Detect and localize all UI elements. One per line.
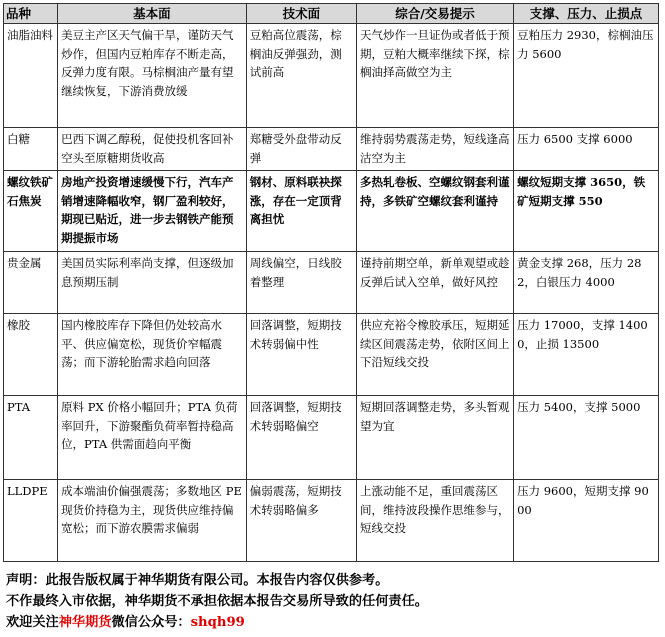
cell-technical: 回落调整，短期技术转弱略偏空 xyxy=(246,396,356,480)
cell-technical: 偏弱震荡，短期技术转弱略偏多 xyxy=(246,480,356,562)
cell-summary: 多热轧卷板、空螺纹钢套利谨持，多铁矿空螺纹套利谨持 xyxy=(356,171,513,252)
cell-variety: 油脂油料 xyxy=(4,24,58,128)
table-row xyxy=(4,171,659,252)
cell-variety: PTA xyxy=(4,396,58,480)
cell-variety: 橡胶 xyxy=(4,314,58,396)
cell-levels: 压力 17000，支撑 14000，止损 13500 xyxy=(514,314,659,396)
cell-fundamental: 美豆主产区天气偏干旱，谨防天气炒作，但国内豆粕库存不断走高，反弹力度有限。马棕榈油产量有望继续恢复，下游消费放缓 xyxy=(58,24,247,128)
cell-variety: LLDPE xyxy=(4,480,58,562)
table-header-row xyxy=(4,4,659,24)
cell-fundamental: 房地产投资增速缓慢下行，汽车产销增速降幅收窄，钢厂盈利较好，期现已贴近，进一步去钢铁产能预期提振市场 xyxy=(58,171,247,252)
cell-summary: 谨持前期空单，新单观望或趁反弹后试入空单，做好风控 xyxy=(356,252,513,314)
wechat-account: shqh99 xyxy=(190,615,245,630)
follow-prefix: 欢迎关注 xyxy=(6,615,59,630)
header-fundamental: 基本面 xyxy=(58,4,247,24)
disclaimer-footer xyxy=(6,570,428,633)
wechat-follow-line xyxy=(6,612,428,633)
disclaimer-line: 不作最终入市依据，神华期货不承担依据本报告交易所导致的任何责任。 xyxy=(6,594,428,609)
cell-levels: 压力 6500 支撑 6000 xyxy=(514,128,659,171)
cell-summary: 天气炒作一旦证伪或者低于预期，豆粕大概率继续下探，棕榈油择高做空为主 xyxy=(356,24,513,128)
table-row xyxy=(4,314,659,396)
cell-fundamental: 美国员实际利率尚支撑，但逐级加息预期压制 xyxy=(58,252,247,314)
header-variety: 品种 xyxy=(4,4,58,24)
futures-analysis-table xyxy=(3,3,659,562)
cell-summary: 上涨动能不足，重回震荡区间，维持波段操作思维参与，短线交投 xyxy=(356,480,513,562)
cell-levels: 豆粕压力 2930，棕榈油压力 5600 xyxy=(514,24,659,128)
cell-summary: 供应充裕令橡胶承压，短期延续区间震荡走势，依附区间上下沿短线交投 xyxy=(356,314,513,396)
header-summary: 综合/交易提示 xyxy=(356,4,513,24)
cell-levels: 压力 9600，短期支撑 9000 xyxy=(514,480,659,562)
table-row xyxy=(4,128,659,171)
cell-levels: 压力 5400，支撑 5000 xyxy=(514,396,659,480)
cell-levels: 黄金支撑 268，压力 282，白银压力 4000 xyxy=(514,252,659,314)
cell-technical: 回落调整，短期技术转弱偏中性 xyxy=(246,314,356,396)
cell-technical: 钢材、原料联袂探涨，存在一定顶背离担忧 xyxy=(246,171,356,252)
cell-fundamental: 原料 PX 价格小幅回升；PTA 负荷率回升，下游聚酯负荷率暂持稳高位，PTA 供需面趋向平衡 xyxy=(58,396,247,480)
cell-summary: 维持弱势震荡走势，短线逢高沽空为主 xyxy=(356,128,513,171)
cell-fundamental: 成本端油价偏强震荡；多数地区 PE 现货价持稳为主，现货供应维持偏宽松；而下游农膜需求偏弱 xyxy=(58,480,247,562)
cell-fundamental: 巴西下调乙醇税，促使投机客回补空头至原糖期货收高 xyxy=(58,128,247,171)
cell-variety: 白糖 xyxy=(4,128,58,171)
table-row xyxy=(4,396,659,480)
table-row xyxy=(4,252,659,314)
table-row xyxy=(4,480,659,562)
cell-levels: 螺纹短期支撑 3650，铁矿短期支撑 550 xyxy=(514,171,659,252)
cell-summary: 短期回落调整走势，多头暂观望为宜 xyxy=(356,396,513,480)
follow-mid: 微信公众号： xyxy=(111,615,191,630)
cell-technical: 郑糖受外盘带动反弹 xyxy=(246,128,356,171)
cell-fundamental: 国内橡胶库存下降但仍处较高水平、供应偏宽松，现货价窄幅震荡；而下游轮胎需求趋向回落 xyxy=(58,314,247,396)
cell-technical: 周线偏空，日线胶着整理 xyxy=(246,252,356,314)
brand-name: 神华期货 xyxy=(58,615,112,630)
cell-variety: 螺纹铁矿石焦炭 xyxy=(4,171,58,252)
table-row xyxy=(4,24,659,128)
header-levels: 支撑、压力、止损点 xyxy=(514,4,659,24)
cell-technical: 豆粕高位震荡，棕榈油反弹强劲，测试前高 xyxy=(246,24,356,128)
disclaimer-line: 声明：此报告版权属于神华期货有限公司。本报告内容仅供参考。 xyxy=(6,573,389,588)
cell-variety: 贵金属 xyxy=(4,252,58,314)
header-technical: 技术面 xyxy=(246,4,356,24)
